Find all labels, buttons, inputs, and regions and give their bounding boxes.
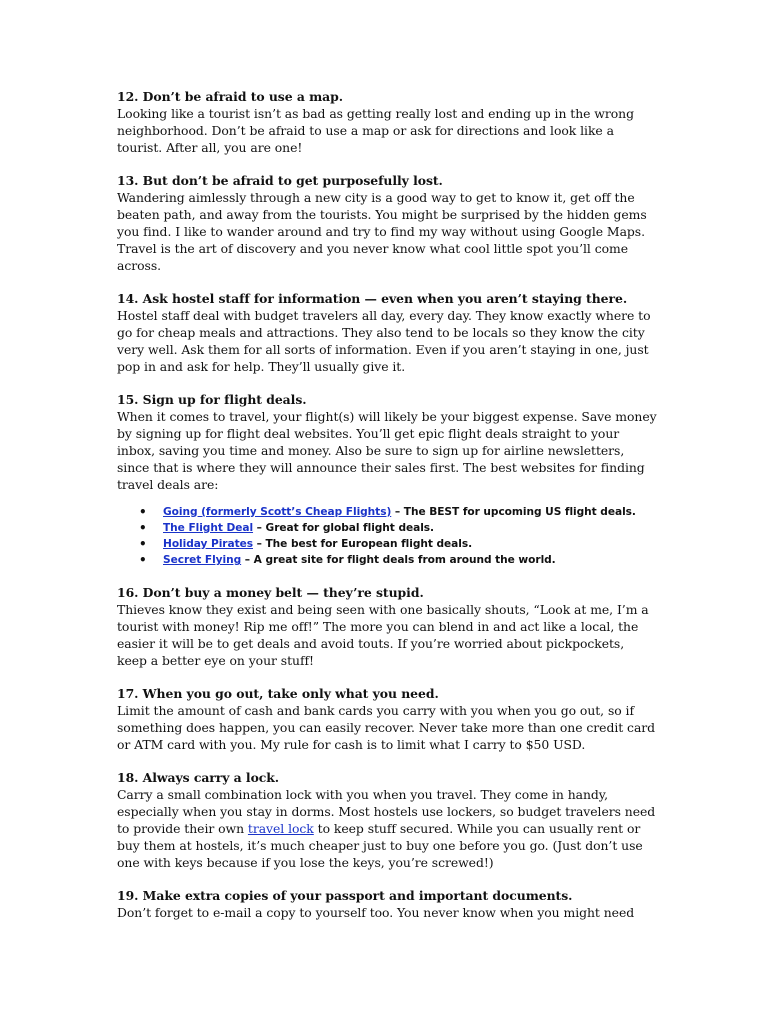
tip-body: Wandering aimlessly through a new city is a good way to get to know it, get off the beaten path, and away from the tourists. You might be surprised by the hidden gems you find. I like to wander around and try to find my way without using Google Maps. Travel is the art of discovery and you never know what cool little spot you’ll come across.	[117, 190, 647, 273]
tip-body	[117, 787, 657, 872]
tip-section-17	[117, 686, 657, 754]
list-item	[139, 504, 657, 520]
tip-heading: 13. But don’t be afraid to get purposefully lost.	[117, 173, 443, 189]
list-item-text: – The best for European flight deals.	[252, 538, 473, 551]
the-flight-deal-link[interactable]: The Flight Deal	[163, 521, 254, 534]
tip-heading: 14. Ask hostel staff for information — even when you aren’t staying there.	[117, 291, 628, 307]
list-item-text: – A great site for flight deals from around the world.	[241, 554, 556, 567]
tip-heading: 16. Don’t buy a money belt — they’re stupid.	[117, 585, 424, 601]
tip-body: Hostel staff deal with budget travelers all day, every day. They know exactly where to go for cheap meals and attractions. They also tend to be locals so they know the city very well. Ask them for all sorts of information. Even if you aren’t staying in one, just pop in and ask for help. They’ll usually give it.	[117, 307, 651, 374]
tip-section-14	[117, 291, 657, 376]
tip-section-19	[117, 888, 657, 922]
secret-flying-link[interactable]: Secret Flying	[163, 554, 242, 567]
tip-section-13	[117, 173, 657, 274]
flight-deals-list	[117, 504, 657, 569]
list-item	[139, 552, 657, 568]
tip-section-12	[117, 89, 657, 157]
tip-body-text: Carry a small combination lock with you when you travel. They come in handy, especially when you stay in dorms. Most hostels use lockers, so budget travelers need to provide their own	[117, 787, 656, 837]
travel-lock-link[interactable]: travel lock	[247, 821, 314, 837]
tip-body: Limit the amount of cash and bank cards you carry with you when you go out, so if something does happen, you can easily recover. Never take more than one credit card or ATM card with you. My rule for cash is to limit what I carry to $50 USD.	[117, 703, 656, 752]
list-item	[139, 520, 657, 536]
holiday-pirates-link[interactable]: Holiday Pirates	[163, 538, 253, 551]
tip-body: Looking like a tourist isn’t as bad as getting really lost and ending up in the wrong neighborhood. Don’t be afraid to use a map or ask for directions and look like a tourist. After all, you are one!	[117, 105, 634, 155]
tip-body: Thieves know they exist and being seen with one basically shouts, “Look at me, I’m a tourist with money! Rip me off!” The more you can blend in and act like a local, the easier it will be to get deals and avoid touts. If you’re worried about pickpockets, keep a better eye on your stuff!	[117, 602, 649, 668]
tip-section-15	[117, 392, 657, 569]
tip-heading: 15. Sign up for flight deals.	[117, 392, 307, 408]
tip-body: Don’t forget to e-mail a copy to yourself too. You never know when you might need	[117, 905, 635, 921]
list-item-text: – Great for global flight deals.	[253, 521, 435, 534]
document-content	[117, 89, 657, 939]
tip-heading: 17. When you go out, take only what you need.	[117, 686, 439, 702]
tip-section-18	[117, 770, 657, 871]
list-item-text: – The BEST for upcoming US flight deals.	[391, 505, 636, 518]
tip-body: When it comes to travel, your flight(s) will likely be your biggest expense. Save money by signing up for flight deal websites. You’ll get epic flight deals straight to your inbox, saving you time and money. Also be sure to sign up for airline newsletters, since that is where they will announce their sales first. The best websites for finding travel deals are:	[117, 409, 657, 492]
list-item	[139, 536, 657, 552]
tip-heading: 19. Make extra copies of your passport and important documents.	[117, 888, 573, 904]
tip-heading: 18. Always carry a lock.	[117, 770, 280, 786]
tip-heading: 12. Don’t be afraid to use a map.	[117, 89, 343, 104]
tip-section-16	[117, 585, 657, 670]
tip-body-text: to keep stuff secured. While you can usually rent or buy them at hostels, it’s much cheaper just to buy one before you go. (Just don’t use one with keys because if you lose the keys, you’re screwed!)	[117, 821, 643, 870]
going-link[interactable]: Going (formerly Scott’s Cheap Flights)	[163, 505, 392, 518]
